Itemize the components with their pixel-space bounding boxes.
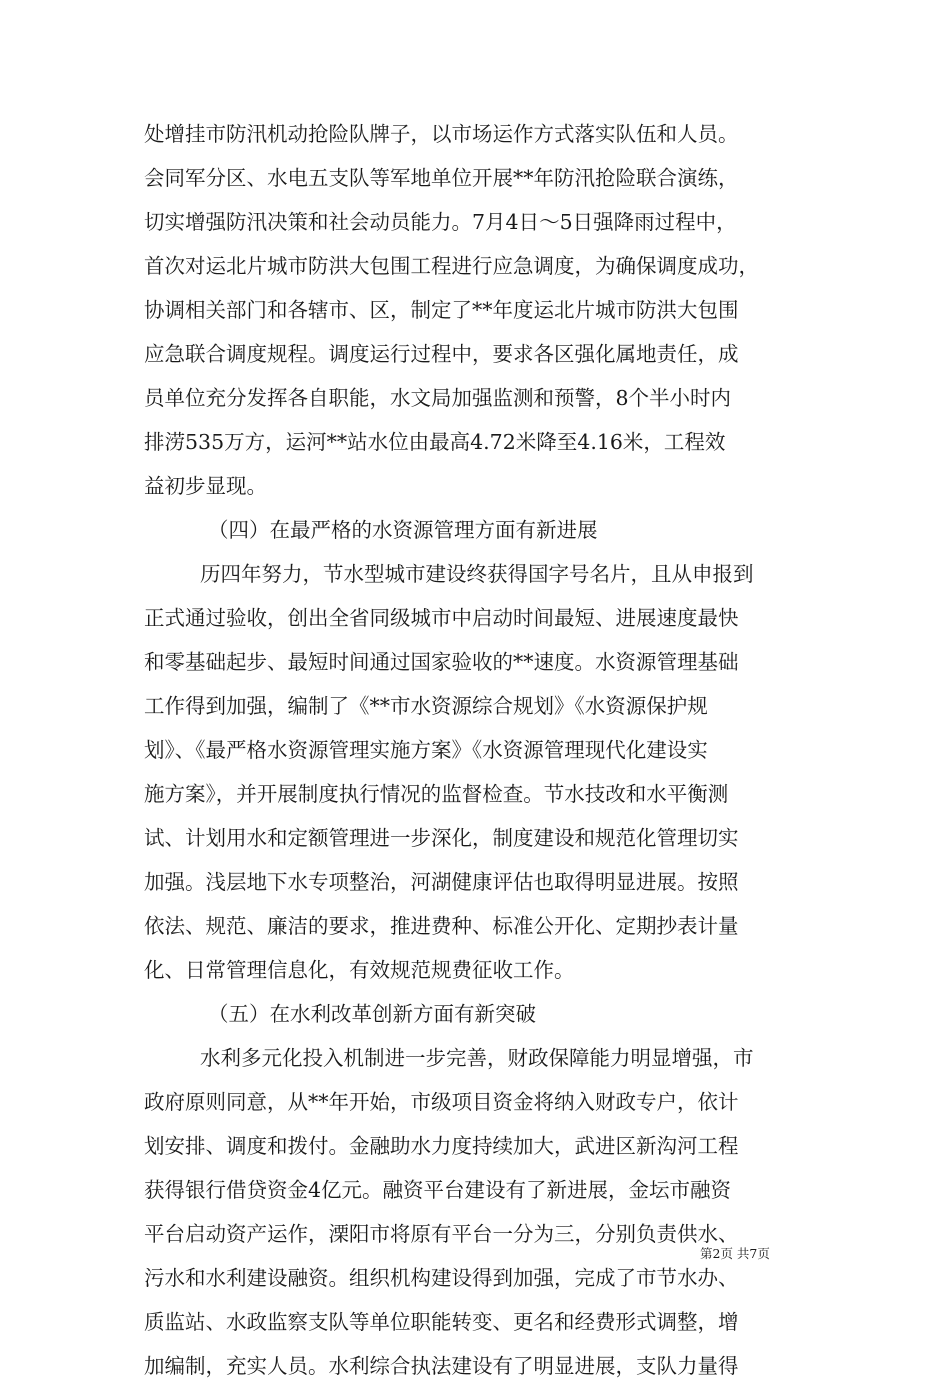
text-line: 首次对运北片城市防洪大包围工程进行应急调度，为确保调度成功，	[144, 254, 759, 278]
text-line: 切实增强防汛决策和社会动员能力。7月4日～5日强降雨过程中，	[144, 210, 737, 234]
text-line: 工作得到加强，编制了《**市水资源综合规划》《水资源保护规	[144, 694, 708, 718]
text-line: 益初步显现。	[144, 474, 267, 498]
text-line: 划》、《最严格水资源管理实施方案》《水资源管理现代化建设实	[144, 738, 708, 762]
text-line: 加强。浅层地下水专项整治，河湖健康评估也取得明显进展。按照	[144, 870, 739, 894]
text-line: 会同军分区、水电五支队等军地单位开展**年防汛抢险联合演练，	[144, 166, 739, 190]
document-body	[144, 112, 810, 1388]
section-heading: （五）在水利改革创新方面有新突破	[208, 1002, 536, 1026]
text-line: 质监站、水政监察支队等单位职能转变、更名和经费形式调整，增	[144, 1310, 739, 1334]
text-line: 应急联合调度规程。调度运行过程中，要求各区强化属地责任，成	[144, 342, 739, 366]
text-line: 试、计划用水和定额管理进一步深化，制度建设和规范化管理切实	[144, 826, 739, 850]
text-line: 处增挂市防汛机动抢险队牌子，以市场运作方式落实队伍和人员。	[144, 122, 739, 146]
text-line: 化、日常管理信息化，有效规范规费征收工作。	[144, 958, 575, 982]
text-line: 排涝535万方，运河**站水位由最高4.72米降至4.16米，工程效	[144, 430, 726, 454]
paragraph-first-line: 历四年努力，节水型城市建设终获得国字号名片，且从申报到	[200, 562, 754, 586]
text-line: 依法、规范、廉洁的要求，推进费种、标准公开化、定期抄表计量	[144, 914, 739, 938]
text-line: 施方案》，并开展制度执行情况的监督检查。节水技改和水平衡测	[144, 782, 729, 806]
page-number-footer: 第2页 共7页	[700, 1246, 770, 1261]
text-line: 和零基础起步、最短时间通过国家验收的**速度。水资源管理基础	[144, 650, 739, 674]
text-line: 获得银行借贷资金4亿元。融资平台建设有了新进展，金坛市融资	[144, 1178, 732, 1202]
section-heading: （四）在最严格的水资源管理方面有新进展	[208, 518, 598, 542]
text-line: 正式通过验收，创出全省同级城市中启动时间最短、进展速度最快	[144, 606, 739, 630]
text-line: 平台启动资产运作，溧阳市将原有平台一分为三，分别负责供水、	[144, 1222, 739, 1246]
text-line: 加编制，充实人员。水利综合执法建设有了明显进展，支队力量得	[144, 1354, 739, 1378]
text-line: 政府原则同意，从**年开始，市级项目资金将纳入财政专户，依计	[144, 1090, 739, 1114]
text-line: 污水和水利建设融资。组织机构建设得到加强，完成了市节水办、	[144, 1266, 739, 1290]
text-line: 员单位充分发挥各自职能，水文局加强监测和预警，8个半小时内	[144, 386, 732, 410]
text-line: 划安排、调度和拨付。金融助水力度持续加大，武进区新沟河工程	[144, 1134, 739, 1158]
paragraph-first-line: 水利多元化投入机制进一步完善，财政保障能力明显增强，市	[200, 1046, 754, 1070]
text-line: 协调相关部门和各辖市、区，制定了**年度运北片城市防洪大包围	[144, 298, 739, 322]
